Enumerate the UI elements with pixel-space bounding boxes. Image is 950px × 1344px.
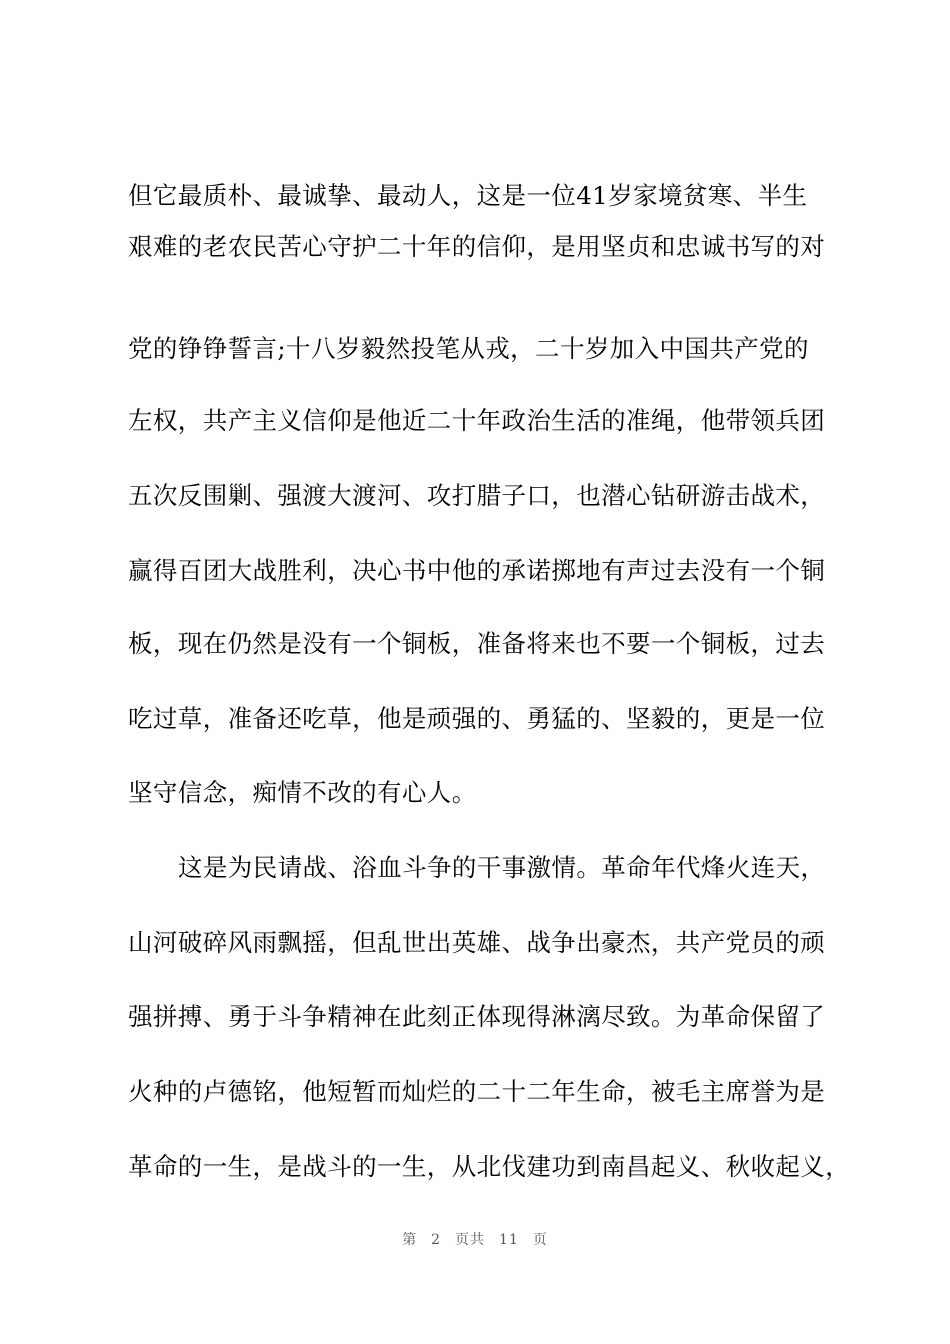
body-text-line: 赢得百团大战胜利，决心书中他的承诺掷地有声过去没有一个铜 xyxy=(128,556,826,585)
body-text-line: 火种的卢德铭，他短暂而灿烂的二十二年生命，被毛主席誉为是 xyxy=(128,1077,826,1106)
page-footer xyxy=(0,1230,950,1250)
page-label-suffix: 页 xyxy=(532,1232,548,1248)
body-text-line: 吃过草，准备还吃草，他是顽强的、勇猛的、坚毅的，更是一位 xyxy=(128,704,826,733)
page-number: 2 xyxy=(431,1232,442,1248)
body-text-line: 五次反围剿、强渡大渡河、攻打腊子口，也潜心钻研游击战术， xyxy=(128,481,826,510)
page-label-prefix: 第 xyxy=(402,1232,418,1248)
page-label-middle: 页共 xyxy=(455,1232,486,1248)
body-text-line: 强拼搏、勇于斗争精神在此刻正体现得淋漓尽致。为革命保留了 xyxy=(128,1002,826,1031)
body-text-line: 山河破碎风雨飘摇，但乱世出英雄、战争出豪杰，共产党员的顽 xyxy=(128,928,826,957)
body-text-line: 板，现在仍然是没有一个铜板，准备将来也不要一个铜板，过去 xyxy=(128,629,826,658)
body-text-line: 坚守信念，痴情不改的有心人。 xyxy=(128,778,477,807)
body-text-line: 艰难的老农民苦心守护二十年的信仰，是用坚贞和忠诚书写的对 xyxy=(128,232,826,261)
body-text-line: 革命的一生，是战斗的一生，从北伐建功到南昌起义、秋收起义， xyxy=(128,1152,851,1181)
body-text-line: 党的铮铮誓言;十八岁毅然投笔从戎，二十岁加入中国共产党的 xyxy=(128,334,809,363)
body-text-line: 但它最质朴、最诚挚、最动人，这是一位41岁家境贫寒、半生 xyxy=(128,181,808,210)
paragraph-first-line: 这是为民请战、浴血斗争的干事激情。革命年代烽火连天， xyxy=(178,853,826,882)
total-pages: 11 xyxy=(499,1232,519,1248)
body-text-line: 左权，共产主义信仰是他近二十年政治生活的准绳，他带领兵团 xyxy=(128,406,826,435)
